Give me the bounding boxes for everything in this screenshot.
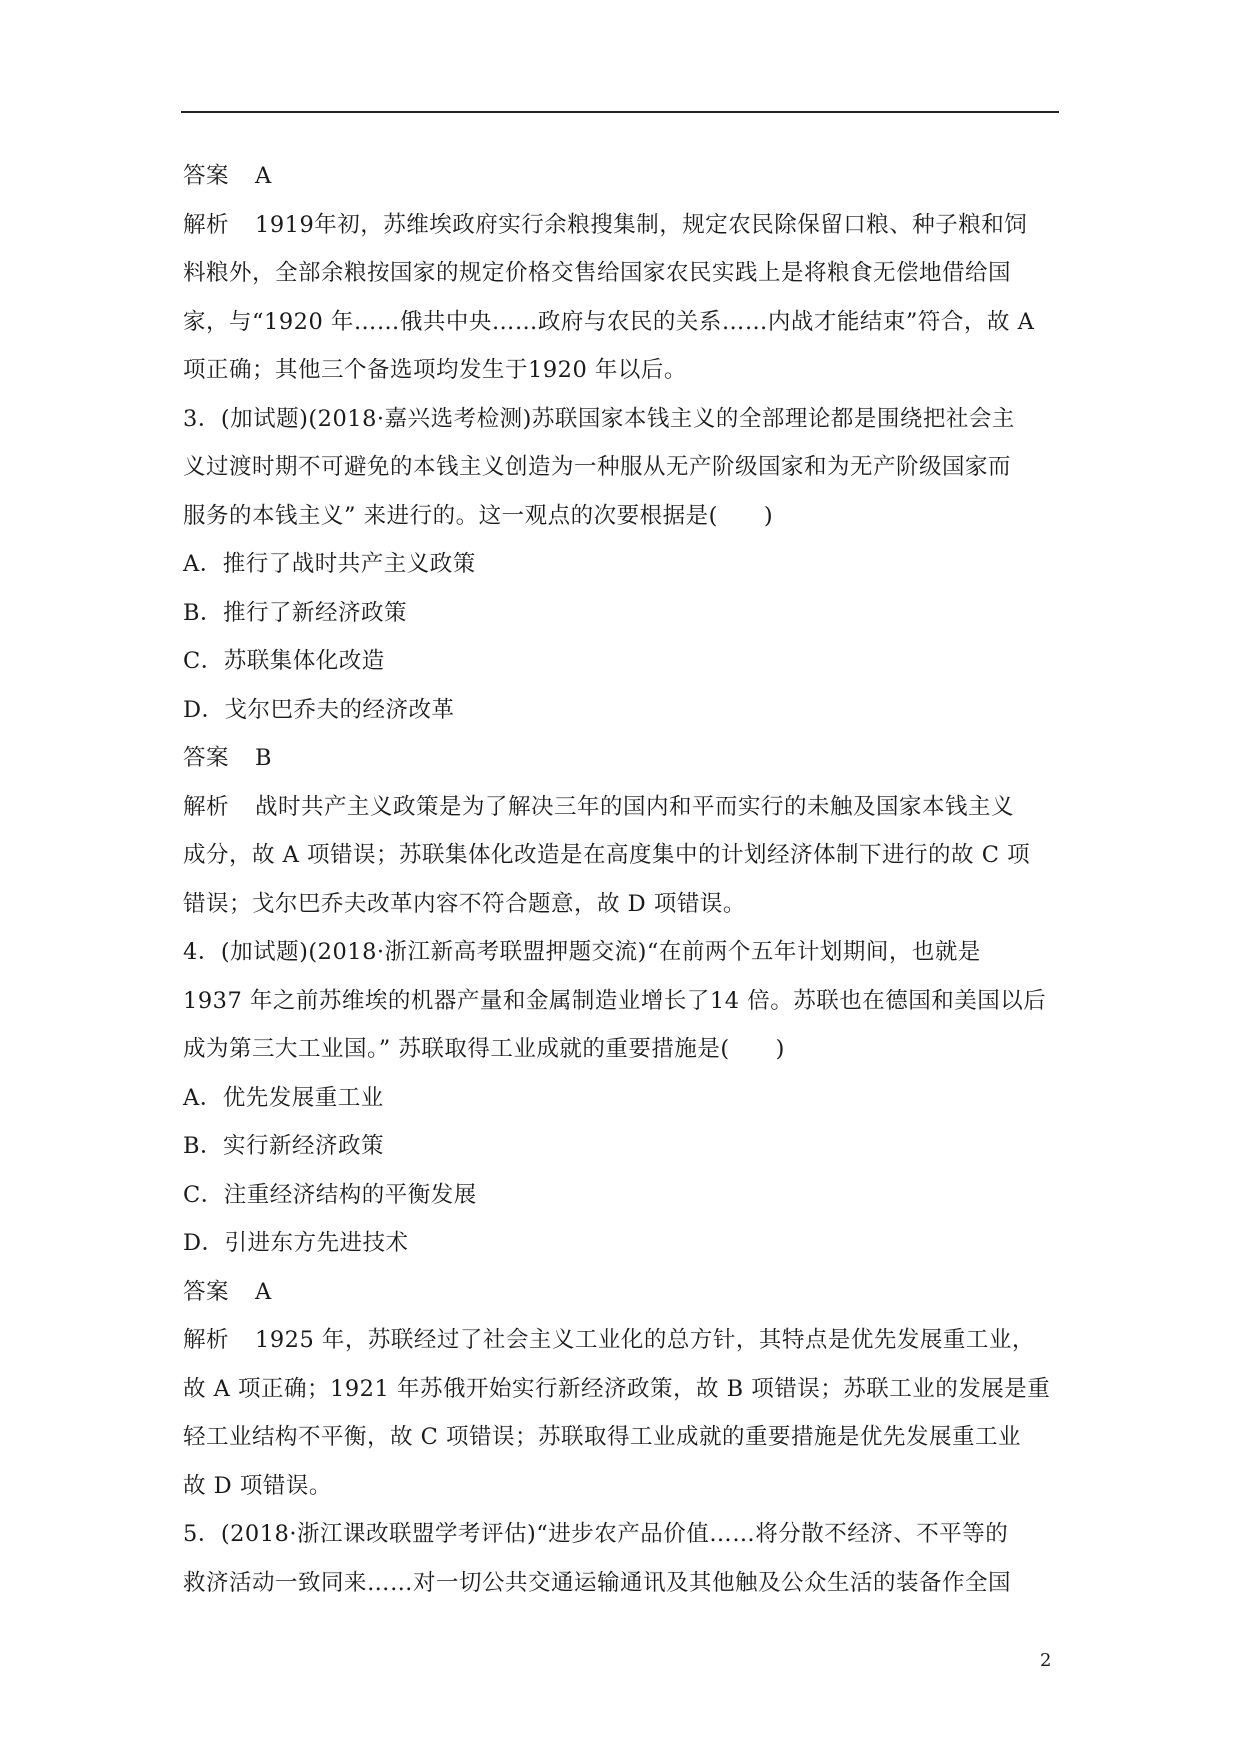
text-line: 服务的本钱主义” 来进行的。这一观点的次要根据是( ) <box>183 502 774 529</box>
answer-value: A <box>255 163 272 189</box>
question-4-stem: 4．(加试题)(2018·浙江新高考联盟押题交流)“在前两个五年计划期间，也就是 <box>183 939 981 965</box>
document-body <box>183 152 1083 1607</box>
answer-value: A <box>255 1278 272 1305</box>
text-line: 战时共产主义政策是为了解决三年的国内和平而实行的未触及国家本钱主义 <box>255 793 1015 820</box>
answer-value: B <box>255 745 273 771</box>
analysis-line-q3 <box>183 783 1083 832</box>
text-line: 故 D 项错误。 <box>183 1472 332 1499</box>
text-line: 1937 年之前苏维埃的机器产量和金属制造业增长了14 倍。苏联也在德国和美国以后 <box>183 987 1047 1014</box>
analysis-label: 解析 <box>183 211 230 238</box>
option-d: D．引进东方先进技术 <box>183 1230 409 1256</box>
analysis-label: 解析 <box>183 793 230 820</box>
text-line: 料粮外，全部余粮按国家的规定价格交售给国家农民实践上是将粮食无偿地借给国 <box>183 260 1012 286</box>
option-b: B．实行新经济政策 <box>183 1133 385 1159</box>
option-c: C．注重经济结构的平衡发展 <box>183 1181 477 1208</box>
answer-line-q3 <box>183 734 1083 783</box>
option-b: B．推行了新经济政策 <box>183 599 408 626</box>
answer-line-q4 <box>183 1268 1083 1317</box>
text-line: 故 A 项正确；1921 年苏俄开始实行新经济政策，故 B 项错误；苏联工业的发展是重 <box>183 1375 1051 1402</box>
analysis-line-q2 <box>183 201 1083 250</box>
text-line: 家，与“1920 年……俄共中央……政府与农民的关系……内战才能结束”符合，故 A <box>183 308 1035 335</box>
option-a: A．优先发展重工业 <box>183 1084 384 1111</box>
question-3-stem: 3．(加试题)(2018·嘉兴选考检测)苏联国家本钱主义的全部理论都是围绕把社会主 <box>183 405 1015 432</box>
text-line: 轻工业结构不平衡，故 C 项错误；苏联取得工业成就的重要措施是优先发展重工业 <box>183 1424 1022 1450</box>
option-d: D．戈尔巴乔夫的经济改革 <box>183 696 455 723</box>
text-line: 义过渡时期不可避免的本钱主义创造为一种服从无产阶级国家和为无产阶级国家而 <box>183 454 1012 480</box>
text-line: 成为第三大工业国。” 苏联取得工业成就的重要措施是( ) <box>183 1036 785 1062</box>
option-c: C．苏联集体化改造 <box>183 648 385 674</box>
answer-label: 答案 <box>183 163 230 189</box>
analysis-line-q4 <box>183 1316 1083 1365</box>
header-rule <box>181 111 1059 113</box>
text-line: 成分，故 A 项错误；苏联集体化改造是在高度集中的计划经济体制下进行的故 C 项 <box>183 842 1031 868</box>
question-5-stem: 5．(2018·浙江课改联盟学考评估)“进步农产品价值……将分散不经济、不平等的 <box>183 1521 1009 1547</box>
option-a: A．推行了战时共产主义政策 <box>183 551 476 577</box>
text-line: 错误；戈尔巴乔夫改革内容不符合题意，故 D 项错误。 <box>183 890 746 917</box>
text-line: 1919年初，苏维埃政府实行余粮搜集制，规定农民除保留口粮、种子粮和饲 <box>255 211 1028 238</box>
answer-label: 答案 <box>183 1278 230 1305</box>
answer-label: 答案 <box>183 745 230 771</box>
answer-line-q2 <box>183 152 1083 201</box>
text-line: 1925 年，苏联经过了社会主义工业化的总方针，其特点是优先发展重工业， <box>255 1327 1035 1353</box>
text-line: 救济活动一致同来……对一切公共交通运输通讯及其他触及公众生活的装备作全国 <box>183 1569 1012 1596</box>
text-line: 项正确；其他三个备选项均发生于1920 年以后。 <box>183 357 687 383</box>
page-number: 2 <box>1040 1650 1052 1671</box>
analysis-label: 解析 <box>183 1327 230 1353</box>
